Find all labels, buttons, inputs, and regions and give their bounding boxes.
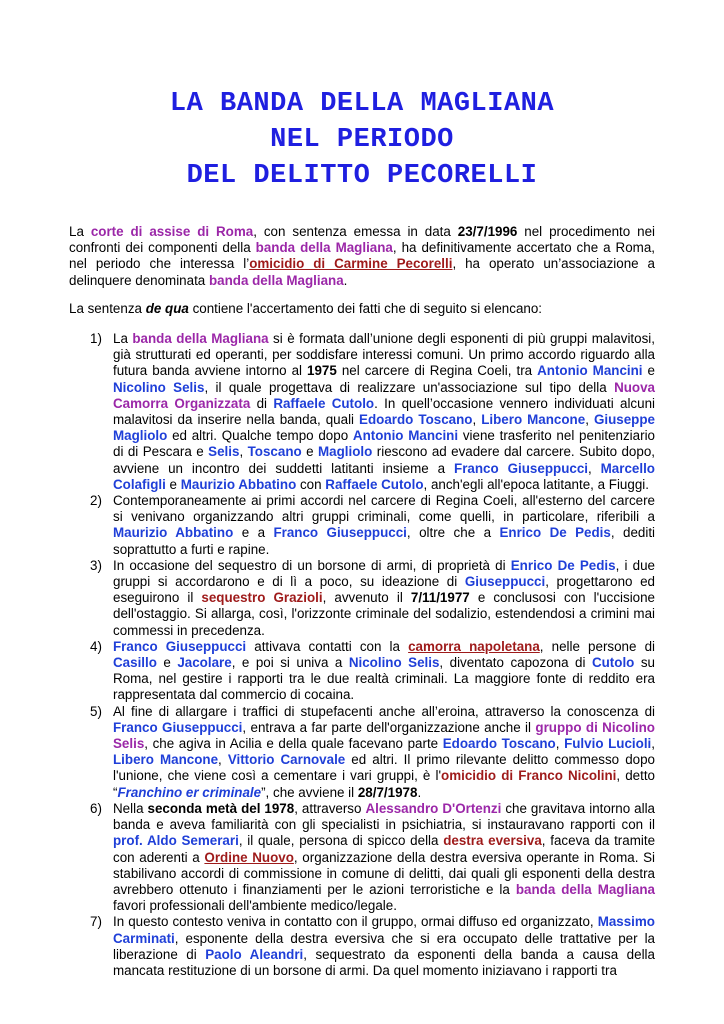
text-segment: , entrava a far parte dell'organizzazione anche il xyxy=(242,719,536,735)
text-segment: viene trasferito nel penitenziario di di Pescara e xyxy=(113,428,655,460)
text-segment: seconda metà del 1978 xyxy=(147,800,295,816)
text-segment: , avvenuto il xyxy=(322,590,411,606)
text-segment: Magliolo xyxy=(318,444,373,460)
text-segment: , ha definitivamente accertato che a Roma, nel periodo che interessa l’ xyxy=(69,240,655,272)
text-segment: , oltre che a xyxy=(406,525,500,541)
text-segment: contiene l'accertamento dei fatti che di seguito si elencano: xyxy=(188,301,543,316)
text-segment: Jacolare xyxy=(177,655,232,671)
text-segment: , il quale, persona di spicco della xyxy=(238,833,444,849)
text-segment: 28/7/1978 xyxy=(357,784,418,800)
text-segment: si è formata dall’unione degli esponenti di più gruppi malavitosi, già strutturati ed operanti, per soddisfare interessi comuni. Un primo accordo riguardo alla futura banda avviene intorno al xyxy=(113,331,655,379)
text-segment: , organizzazione della destra eversiva operante in Roma. Si stabilivano accordi di commissione in comune di delitti, dai quali gli esponenti della destra avrebbero ottenuto i finanziamenti per le azioni terroristiche e la xyxy=(113,849,656,897)
text-segment: , i due gruppi si accordarono e di lì a poco, su ideazione di xyxy=(113,557,655,590)
text-segment: e xyxy=(165,476,181,492)
text-segment: Enrico De Pedis xyxy=(499,525,611,541)
text-segment: , con sentenza emessa in data xyxy=(253,224,458,239)
text-segment: , xyxy=(587,460,601,476)
list-item xyxy=(69,493,655,558)
text-segment: camorra napoletana xyxy=(408,638,540,654)
text-segment: . In quell’occasione vennero individuati alcuni malavitosi da inserire nella banda, quali xyxy=(113,395,655,428)
text-segment: In questo contesto veniva in contatto con il gruppo, ormai diffuso ed organizzato, xyxy=(113,914,598,930)
text-segment: , che agiva in Acilia e della quale facevano parte xyxy=(144,736,443,752)
text-segment: , detto “ xyxy=(113,768,655,800)
text-segment: destra eversiva xyxy=(443,833,542,849)
text-segment: e a xyxy=(233,525,274,541)
text-segment: riescono ad evadere dal carcere. Subito dopo, avviene un incontro dei suddetti latitanti insieme a xyxy=(113,444,655,476)
title-line-3: DEL DELITTO PECORELLI xyxy=(186,161,538,191)
text-segment: Libero Mancone xyxy=(113,752,219,768)
text-segment: banda della Magliana xyxy=(515,881,656,897)
text-segment: Nicolino Selis xyxy=(113,379,205,395)
item-number: 1) xyxy=(90,331,102,346)
text-segment: Enrico De Pedis xyxy=(510,557,616,573)
text-segment: e conclusosi con l'uccisione dell'ostaggio. Si allarga, così, l'orizzonte criminale del sodalizio, estendendosi a crimini mai commessi in precedenza. xyxy=(113,590,656,638)
list-item xyxy=(69,331,655,493)
text-segment: , xyxy=(585,412,594,428)
text-segment: di xyxy=(250,395,274,411)
text-segment: ed altri. Il primo rilevante delitto commesso dopo l'unione, che viene così a cementare i vari gruppi, è l' xyxy=(113,752,655,784)
text-segment: Antonio Mancini xyxy=(537,363,643,379)
text-segment: nel carcere di Regina Coeli, tra xyxy=(336,363,538,379)
item-number: 2) xyxy=(90,493,102,509)
text-segment: Antonio Mancini xyxy=(352,428,459,444)
text-segment: Franco Giuseppucci xyxy=(454,460,588,476)
title-line-2: NEL PERIODO xyxy=(270,125,454,155)
facts-list xyxy=(69,331,655,979)
text-segment: prof. Aldo Semerari xyxy=(113,833,239,849)
text-segment: attivava contatti con la xyxy=(246,638,409,654)
text-segment: ”, che avviene il xyxy=(261,784,358,800)
text-segment: Maurizio Abbatino xyxy=(113,525,234,541)
text-segment: , progettarono ed eseguirono il xyxy=(113,574,655,606)
list-item xyxy=(69,558,655,639)
text-segment: , e poi si univa a xyxy=(231,655,349,671)
list-item xyxy=(69,914,655,979)
sentence-date: 23/7/1996 xyxy=(457,224,518,239)
text-segment: Franchino er criminale xyxy=(117,784,262,800)
text-segment: con xyxy=(296,476,326,492)
text-segment: , diventato capozona di xyxy=(439,655,592,671)
text-segment: La xyxy=(113,331,133,346)
text-segment: Massimo Carminati xyxy=(113,914,655,946)
text-segment: , esponente della destra eversiva che si era occupato delle trattative per la liberazione di xyxy=(113,930,655,962)
de-qua: de qua xyxy=(145,301,189,316)
text-segment: Franco Giuseppucci xyxy=(113,638,247,654)
text-segment: e xyxy=(642,363,656,379)
text-segment: La xyxy=(69,224,91,239)
lead-paragraph xyxy=(69,301,655,317)
text-segment: Franco Giuseppucci xyxy=(273,525,407,541)
text-segment: Casillo xyxy=(113,655,157,671)
text-segment: , anch'egli all'epoca latitante, a Fiuggi. xyxy=(423,476,649,492)
text-segment: , attraverso xyxy=(294,800,366,816)
text-segment: Fulvio Lucioli xyxy=(564,736,652,752)
list-item xyxy=(69,704,655,801)
text-segment: banda della Magliana xyxy=(255,240,393,256)
corte-assise: corte di assise di Roma xyxy=(90,224,254,239)
text-segment: Raffaele Cutolo xyxy=(325,476,424,492)
text-segment: Libero Mancone xyxy=(481,412,586,428)
text-segment: La sentenza xyxy=(69,301,146,316)
intro-paragraph xyxy=(69,224,655,289)
text-segment: , ha operato un’associazione a delinquere denominata xyxy=(69,256,655,288)
text-segment: Contemporaneamente ai primi accordi nel carcere di Regina Coeli, all'esterno del carcere si venivano organizzando altri gruppi criminali, come quelli, in particolare, riferibili a xyxy=(113,493,655,525)
text-segment: , il quale progettava di realizzare un'associazione sul tipo della xyxy=(204,379,615,395)
text-segment: Giuseppe Magliolo xyxy=(113,412,655,444)
item-number: 4) xyxy=(90,638,102,654)
text-segment: Alessandro D'Ortenzi xyxy=(365,800,502,816)
text-segment: Marcello Colafigli xyxy=(113,460,655,492)
item-number: 7) xyxy=(90,914,102,930)
text-segment: Toscano xyxy=(247,444,302,460)
text-segment: , nelle persone di xyxy=(539,638,655,654)
text-segment: , xyxy=(472,412,482,428)
text-segment: Nella xyxy=(113,800,148,816)
text-segment: Maurizio Abbatino xyxy=(180,476,297,492)
text-segment: e xyxy=(301,444,319,460)
text-segment: Ordine Nuovo xyxy=(204,849,294,865)
text-segment: Giuseppucci xyxy=(464,574,546,590)
text-segment: Cutolo xyxy=(591,655,635,671)
text-segment: . xyxy=(417,784,422,800)
text-segment: Paolo Aleandri xyxy=(205,946,304,962)
text-segment: 7/11/1977 xyxy=(410,590,470,606)
text-segment: Edoardo Toscano xyxy=(359,412,473,428)
text-segment: Raffaele Cutolo xyxy=(273,395,375,411)
text-segment: Selis xyxy=(208,444,240,460)
text-segment: ed altri. Qualche tempo dopo xyxy=(167,428,353,444)
text-segment: omicidio di Franco Nicolini xyxy=(441,768,617,784)
text-segment: che gravitava intorno alla banda e aveva familiarità con gli specialisti in psichiatria, si instauravano rapporti con il xyxy=(113,800,655,833)
text-segment: favori professionali dell'ambiente medico/legale. xyxy=(113,898,397,914)
text-segment: 1975 xyxy=(307,363,337,379)
text-segment: Edoardo Toscano xyxy=(442,736,556,752)
text-segment: , xyxy=(555,736,565,752)
text-segment: . xyxy=(343,272,348,288)
text-segment: Nuova Camorra Organizzata xyxy=(113,379,655,411)
text-segment: , dediti soprattutto a furti e rapine. xyxy=(113,525,656,557)
omicidio-pecorelli: omicidio di Carmine Pecorelli xyxy=(249,256,453,272)
text-segment: , xyxy=(218,752,228,768)
text-segment: In occasione del sequestro di un borsone di armi, di proprietà di xyxy=(113,557,511,573)
title-line-1: LA BANDA DELLA MAGLIANA xyxy=(169,89,555,119)
list-item xyxy=(69,801,655,914)
item-number: 3) xyxy=(90,557,102,573)
text-segment: banda della Magliana xyxy=(208,272,344,288)
text-segment: , xyxy=(239,444,248,460)
text-segment: su Roma, nel gestire i rapporti tra le due realtà criminali. La maggiore fonte di reddito era rappresentata dal commercio di cocaina. xyxy=(113,655,655,703)
text-segment: Franco Giuseppucci xyxy=(113,719,243,735)
text-segment: e xyxy=(156,655,178,671)
text-segment: sequestro Grazioli xyxy=(201,590,323,606)
list-item xyxy=(69,639,655,704)
text-segment: banda della Magliana xyxy=(132,331,269,346)
text-segment: Al fine di allargare i traffici di stupefacenti anche all’eroina, attraverso la conoscenza di xyxy=(113,703,655,719)
text-segment: Nicolino Selis xyxy=(348,655,440,671)
text-segment: , sequestrato da esponenti della banda a causa della mancata restituzione di un borsone di armi. Da quel momento iniziavano i rapporti tra xyxy=(113,946,655,978)
text-segment: nel procedimento nei confronti dei componenti della xyxy=(69,224,655,256)
text-segment: , xyxy=(651,736,655,752)
item-number: 6) xyxy=(90,800,102,816)
text-segment: Vittorio Carnovale xyxy=(227,752,346,768)
item-number: 5) xyxy=(90,703,102,719)
text-segment: , faceva da tramite con aderenti a xyxy=(113,833,656,865)
text-segment: gruppo di Nicolino Selis xyxy=(113,719,655,752)
